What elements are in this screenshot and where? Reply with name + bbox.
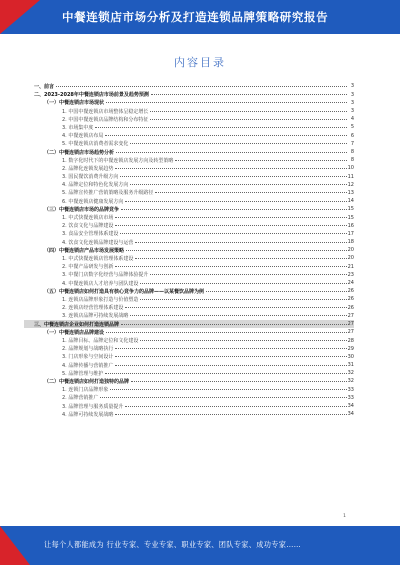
toc-entry[interactable] xyxy=(24,132,354,140)
toc-leader-dots xyxy=(151,94,347,95)
toc-entry-page: 26 xyxy=(347,304,354,311)
toc-leader-dots xyxy=(135,258,346,259)
toc-leader-dots xyxy=(150,111,347,112)
toc-entry[interactable] xyxy=(24,222,354,230)
toc-entry-page: 20 xyxy=(347,247,354,254)
toc-entry-title: 2. 品牌营销推广 xyxy=(24,394,99,401)
toc-entry-title: 1. 中式快餐连锁店市场 xyxy=(24,214,114,221)
toc-entry-page: 33 xyxy=(347,394,354,401)
footer-bar xyxy=(0,526,400,565)
toc-entry-page: 30 xyxy=(347,353,354,360)
toc-entry[interactable] xyxy=(24,230,354,238)
toc-entry[interactable] xyxy=(24,410,354,418)
toc-entry-page: 3 xyxy=(350,83,354,90)
toc-entry[interactable] xyxy=(24,107,354,115)
toc-entry[interactable] xyxy=(24,238,354,246)
toc-entry[interactable] xyxy=(24,377,354,385)
toc-entry[interactable] xyxy=(24,156,354,164)
toc-entry[interactable] xyxy=(24,402,354,410)
toc-heading: 内容目录 xyxy=(174,56,226,69)
toc-entry[interactable] xyxy=(24,189,354,197)
toc-entry-page: 26 xyxy=(347,296,354,303)
toc-leader-dots xyxy=(135,242,346,243)
toc-entry-title: 3. 市场集中度 xyxy=(24,124,94,131)
toc-entry-page: 11 xyxy=(347,173,354,180)
toc-leader-dots xyxy=(131,381,347,382)
footer-red-accent xyxy=(0,526,30,565)
toc-leader-dots xyxy=(115,266,346,267)
toc-entry-title: 3. 门店形象与空间设计 xyxy=(24,353,114,360)
toc-entry[interactable] xyxy=(24,271,354,279)
report-title: 中餐连锁店市场分析及打造连锁品牌策略研究报告 xyxy=(62,10,329,24)
toc-entry-title: 5. 中餐连锁店消费者需求变化 xyxy=(24,140,129,147)
toc-leader-dots xyxy=(110,389,346,390)
toc-entry[interactable] xyxy=(24,115,354,123)
toc-entry-title: （四）中餐连锁店产品市场发展策略 xyxy=(24,247,125,254)
toc-entry[interactable] xyxy=(24,287,354,295)
toc-entry-title: 5. 品牌管理与维护 xyxy=(24,370,104,377)
toc-entry[interactable] xyxy=(24,336,354,344)
toc-leader-dots xyxy=(140,283,346,284)
toc-entry-page: 4 xyxy=(350,116,354,123)
toc-entry-page: 18 xyxy=(347,239,354,246)
toc-leader-dots xyxy=(100,397,346,398)
toc-entry-title: 三、中餐连锁店企业如何打造连锁品牌 xyxy=(24,321,120,328)
toc-entry[interactable] xyxy=(24,197,354,205)
toc-leader-dots xyxy=(121,324,347,325)
toc-entry-title: 1. 品牌目标、品牌定位和文化建设 xyxy=(24,337,139,344)
toc-entry-title: 4. 品牌定位和特色化发展方向 xyxy=(24,181,129,188)
toc-leader-dots xyxy=(140,299,346,300)
toc-entry-page: 29 xyxy=(347,345,354,352)
toc-entry-title: 3. 食品安全管理体系建设 xyxy=(24,230,119,237)
toc-entry-page: 12 xyxy=(347,181,354,188)
toc-entry[interactable] xyxy=(24,90,354,98)
toc-leader-dots xyxy=(116,152,347,153)
toc-entry-title: 4. 品牌可持续发展战略 xyxy=(24,411,114,418)
toc-leader-dots xyxy=(105,135,347,136)
toc-entry[interactable] xyxy=(24,205,354,213)
toc-entry-title: （一）中餐连锁店品牌建设 xyxy=(24,329,105,336)
toc-entry[interactable] xyxy=(24,312,354,320)
toc-leader-dots xyxy=(115,356,346,357)
toc-entry[interactable] xyxy=(24,213,354,221)
toc-entry[interactable] xyxy=(24,295,354,303)
toc-entry-page: 3 xyxy=(350,91,354,98)
toc-leader-dots xyxy=(125,406,346,407)
toc-entry[interactable] xyxy=(24,172,354,180)
toc-entry-title: 2. 连锁店经营管理体系建设 xyxy=(24,304,124,311)
toc-entry-title: 3. 连锁店品牌可持续发展战略 xyxy=(24,312,129,319)
toc-entry-title: 3. 品牌管理与服务质量提升 xyxy=(24,403,124,410)
toc-entry[interactable] xyxy=(24,345,354,353)
toc-entry-title: 3. 国民餐饮消费升级方向 xyxy=(24,173,119,180)
toc-entry-title: 1. 数字化时代下的中餐连锁店发展方向及转型策略 xyxy=(24,157,174,164)
toc-entry-page: 28 xyxy=(347,337,354,344)
toc-entry-title: 6. 中餐连锁店健康发展方向 xyxy=(24,198,124,205)
toc-entry[interactable] xyxy=(24,263,354,271)
toc-leader-dots xyxy=(150,274,346,275)
toc-leader-dots xyxy=(206,291,347,292)
toc-entry-page: 10 xyxy=(347,165,354,172)
toc-entry-page: 32 xyxy=(347,370,354,377)
toc-entry-page: 17 xyxy=(347,230,354,237)
toc-entry-title: 5. 品牌宣传推广营销策略及服务升级路径 xyxy=(24,189,154,196)
toc-leader-dots xyxy=(106,102,347,103)
toc-leader-dots xyxy=(130,315,346,316)
toc-entry-title: 4. 饮食文化连锁品牌建设与运营 xyxy=(24,239,134,246)
toc-entry-page: 13 xyxy=(347,189,354,196)
toc-entry[interactable] xyxy=(24,279,354,287)
toc-entry[interactable] xyxy=(24,254,354,262)
toc-leader-dots xyxy=(121,209,347,210)
toc-leader-dots xyxy=(115,414,346,415)
toc-leader-dots xyxy=(120,176,346,177)
toc-leader-dots xyxy=(125,201,346,202)
toc-entry-page: 32 xyxy=(347,378,354,385)
toc-entry-title: 1. 连锁门店品牌形象 xyxy=(24,386,109,393)
toc-entry-page: 14 xyxy=(347,198,354,205)
toc-entry-title: 4. 中餐连锁店布局 xyxy=(24,132,104,139)
toc-entry-page: 16 xyxy=(347,222,354,229)
toc-leader-dots xyxy=(56,86,347,87)
toc-entry-title: 2. 饮食文化与品牌建设 xyxy=(24,222,114,229)
toc-entry-title: 一、前言 xyxy=(24,83,55,90)
toc-entry[interactable] xyxy=(24,148,354,156)
toc-leader-dots xyxy=(130,143,347,144)
toc-entry-title: （五）中餐连锁店如何打造具有核心竞争力的品牌——以某餐饮品牌为例 xyxy=(24,288,205,295)
toc-entry[interactable] xyxy=(24,82,354,90)
toc-leader-dots xyxy=(150,119,347,120)
header-red-accent xyxy=(0,0,40,34)
toc-leader-dots xyxy=(115,168,346,169)
toc-entry-page: 8 xyxy=(350,157,354,164)
toc-leader-dots xyxy=(115,225,346,226)
toc-entry-page: 5 xyxy=(350,124,354,131)
toc-entry-page: 27 xyxy=(347,312,354,319)
toc-entry-title: （三）中餐连锁店市场的品牌竞争 xyxy=(24,206,120,213)
toc-entry-page: 27 xyxy=(347,321,354,328)
toc-entry-title: 4. 品牌传播与营销推广 xyxy=(24,362,114,369)
toc-entry[interactable] xyxy=(24,123,354,131)
toc-entry-page: 15 xyxy=(347,206,354,213)
toc-leader-dots xyxy=(106,332,347,333)
toc-entry[interactable] xyxy=(24,303,354,311)
toc-entry[interactable] xyxy=(24,181,354,189)
toc-entry-page: 3 xyxy=(350,99,354,106)
page-number: 1 xyxy=(343,514,346,519)
toc-entry[interactable] xyxy=(24,386,354,394)
toc-entry-title: 2. 中餐产品研发与创新 xyxy=(24,263,114,270)
toc-entry-page: 3 xyxy=(350,108,354,115)
table-of-contents xyxy=(24,82,354,418)
toc-entry-title: 1. 连锁店品牌形象打造与价值塑造 xyxy=(24,296,139,303)
header-bar xyxy=(0,0,400,34)
toc-entry-page: 21 xyxy=(347,263,354,270)
toc-entry-page: 33 xyxy=(347,386,354,393)
toc-entry[interactable] xyxy=(24,328,354,336)
toc-entry[interactable] xyxy=(24,164,354,172)
footer-slogan: 让每个人都能成为 行业专家、专业专家、职业专家、团队专家、成功专家…… xyxy=(44,540,302,549)
toc-entry[interactable] xyxy=(24,246,354,254)
toc-leader-dots xyxy=(115,348,346,349)
toc-entry-page: 15 xyxy=(347,214,354,221)
toc-entry-title: 1. 中式快餐连锁店管理体系建设 xyxy=(24,255,134,262)
toc-entry[interactable] xyxy=(24,361,354,369)
toc-entry-title: 3. 中餐门店数字化经营与品牌体验提升 xyxy=(24,271,149,278)
toc-leader-dots xyxy=(115,365,346,366)
toc-entry-title: 2. 品牌化连锁发展趋势 xyxy=(24,165,114,172)
toc-entry[interactable] xyxy=(24,140,354,148)
toc-entry-page: 23 xyxy=(347,271,354,278)
toc-entry-page: 27 xyxy=(347,329,354,336)
toc-entry-page: 24 xyxy=(347,280,354,286)
toc-entry[interactable] xyxy=(24,394,354,402)
toc-entry-page: 8 xyxy=(350,149,354,155)
toc-entry-page: 34 xyxy=(347,403,354,410)
toc-leader-dots xyxy=(105,373,346,374)
toc-entry[interactable] xyxy=(24,320,354,328)
toc-entry-page: 20 xyxy=(347,255,354,262)
toc-entry-title: （一）中餐连锁店市场现状 xyxy=(24,99,105,106)
toc-leader-dots xyxy=(140,340,346,341)
toc-leader-dots xyxy=(120,233,346,234)
toc-entry-title: （二）中餐连锁店市场趋势分析 xyxy=(24,149,115,156)
toc-entry-title: （二）中餐连锁店如何打造独特的品牌 xyxy=(24,378,130,385)
toc-leader-dots xyxy=(115,217,346,218)
toc-leader-dots xyxy=(95,127,347,128)
toc-leader-dots xyxy=(125,307,346,308)
toc-entry-page: 34 xyxy=(347,411,354,418)
toc-entry-title: 4. 中餐连锁店人才培养与团队建设 xyxy=(24,280,139,287)
toc-leader-dots xyxy=(155,192,346,193)
toc-entry[interactable] xyxy=(24,369,354,377)
toc-leader-dots xyxy=(126,250,347,251)
toc-entry-title: 2. 中国中餐连锁店品牌结构和分布特征 xyxy=(24,116,149,123)
toc-entry-page: 7 xyxy=(350,140,354,147)
toc-entry-title: 2. 品牌规划与战略执行 xyxy=(24,345,114,352)
toc-leader-dots xyxy=(130,184,346,185)
toc-entry[interactable] xyxy=(24,99,354,107)
toc-entry[interactable] xyxy=(24,353,354,361)
toc-entry-page: 6 xyxy=(350,132,354,139)
toc-entry-title: 1. 中国中餐连锁店市场整体呈稳定增长 xyxy=(24,108,149,115)
toc-entry-title: 二、2023-2028年中餐连锁店市场前景及趋势预测 xyxy=(24,91,150,98)
toc-entry-page: 31 xyxy=(347,362,354,369)
toc-leader-dots xyxy=(175,160,347,161)
toc-entry-page: 26 xyxy=(347,288,354,295)
